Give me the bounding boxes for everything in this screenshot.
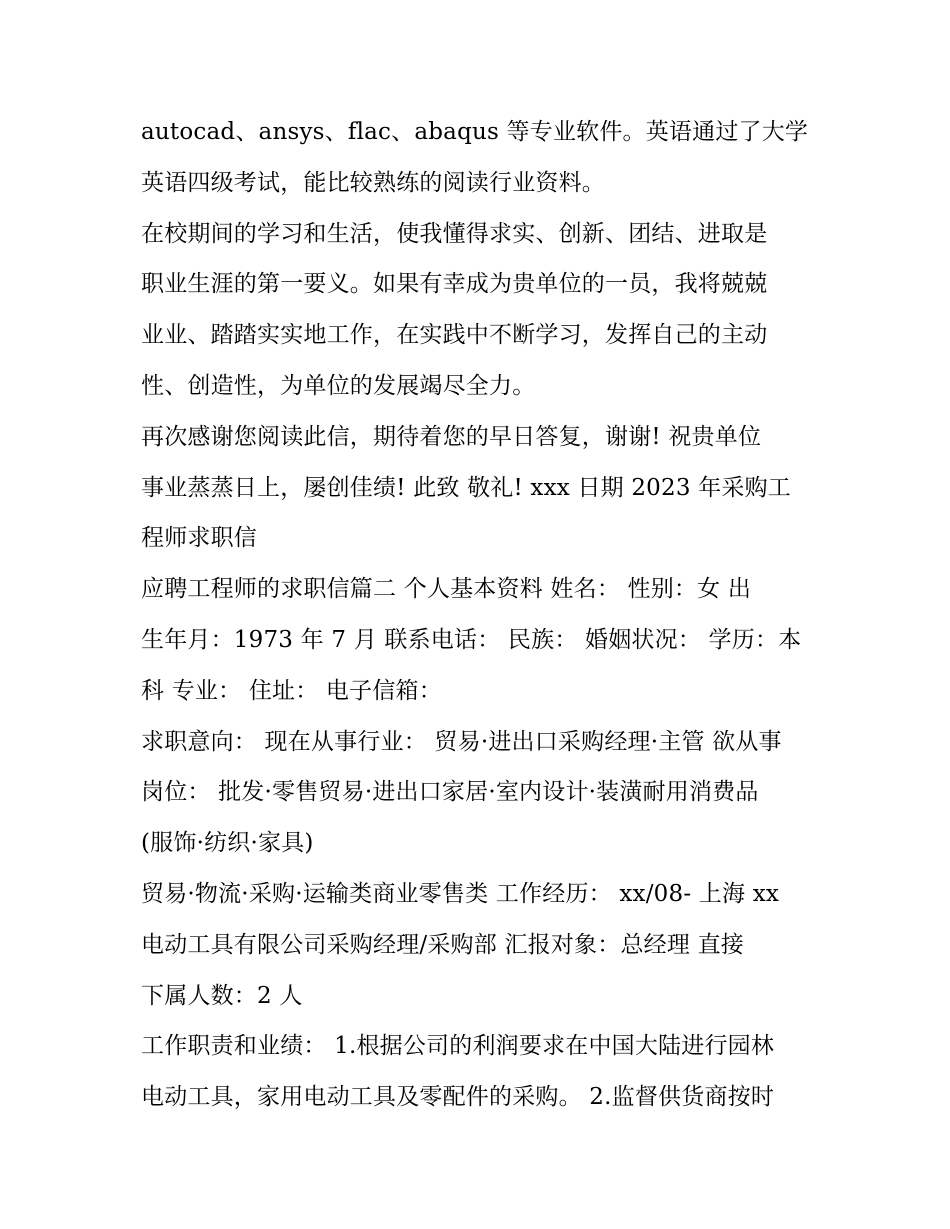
text-line: 职业生涯的第一要义。如果有幸成为贵单位的一员，我将兢兢 [141, 271, 768, 298]
text-line: 英语四级考试，能比较熟练的阅读行业资料。 [141, 169, 605, 196]
text-line: 电动工具有限公司采购经理/采购部 汇报对象：总经理 直接 [141, 931, 744, 958]
text-line: 贸易·物流·采购·运输类商业零售类 工作经历： xx/08- 上海 xx [141, 880, 780, 907]
text-line: 下属人数：2 人 [141, 982, 303, 1009]
text-line: 电动工具，家用电动工具及零配件的采购。 2.监督供货商按时 [141, 1084, 775, 1111]
text-line: autocad、ansys、flac、abaqus 等专业软件。英语通过了大学 [141, 119, 809, 145]
text-line: 岗位： 批发·零售贸易·进出口家居·室内设计·装潢耐用消费品 [141, 779, 759, 806]
text-line: 业业、踏踏实实地工作，在实践中不断学习，发挥自己的主动 [141, 322, 768, 349]
text-line: 再次感谢您阅读此信，期待着您的早日答复，谢谢! 祝贵单位 [141, 423, 762, 450]
text-line: 工作职责和业绩： 1.根据公司的利润要求在中国大陆进行园林 [141, 1033, 775, 1060]
text-line: 在校期间的学习和生活，使我懂得求实、创新、团结、进取是 [141, 220, 768, 247]
text-line: 应聘工程师的求职信篇二 个人基本资料 姓名： 性别：女 出 [141, 576, 752, 603]
text-line: 求职意向： 现在从事行业： 贸易·进出口采购经理·主管 欲从事 [141, 728, 782, 755]
text-line: (服饰·纺织·家具) [141, 830, 314, 857]
document-body [141, 107, 811, 1123]
text-line: 生年月：1973 年 7 月 联系电话： 民族： 婚姻状况： 学历：本 [141, 626, 802, 653]
text-line: 事业蒸蒸日上，屡创佳绩! 此致 敬礼! xxx 日期 2023 年采购工 [141, 474, 791, 501]
text-line: 性、创造性，为单位的发展竭尽全力。 [141, 372, 536, 399]
text-line: 程师求职信 [141, 525, 257, 552]
text-line: 科 专业： 住址： 电子信箱： [141, 677, 442, 704]
